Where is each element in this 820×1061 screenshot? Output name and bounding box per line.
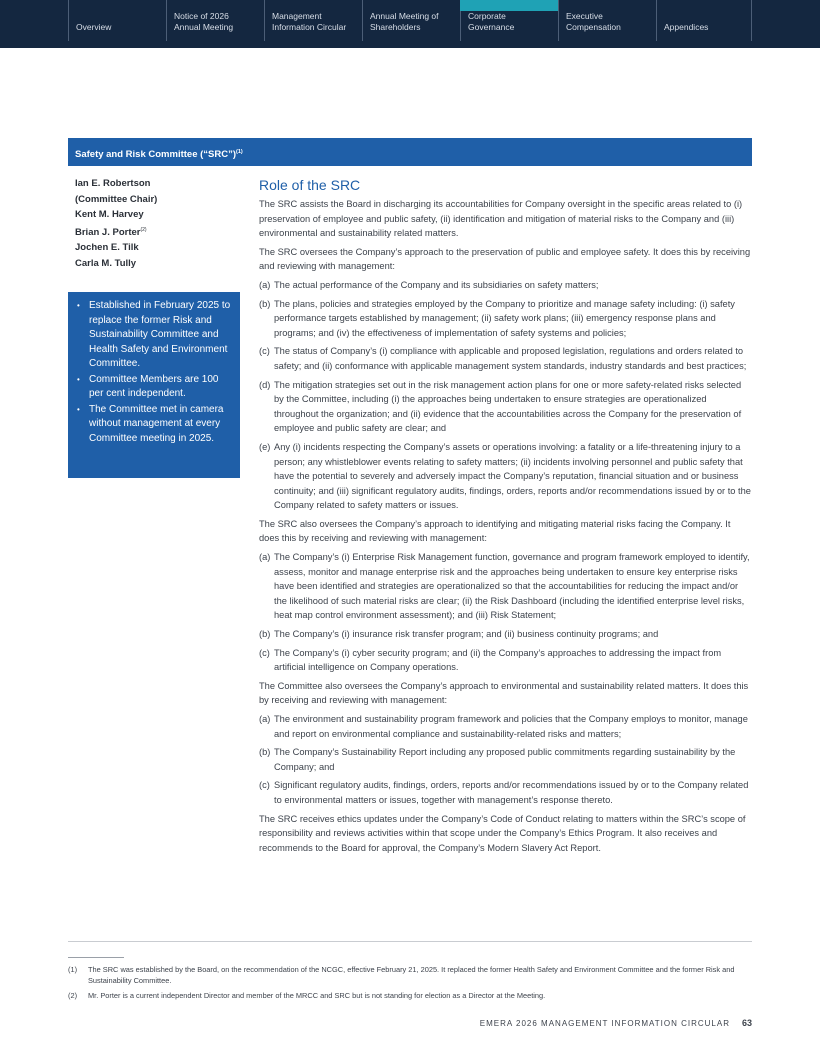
nav-tab-indicator	[264, 0, 362, 11]
content-divider	[68, 941, 752, 942]
role-heading: Role of the SRC	[259, 177, 361, 193]
member-name: Brian J. Porter$^{(2)}$	[75, 226, 147, 238]
footnote: (2) Mr. Porter is a current independent Director and member of the MRCC and SRC but is not standing for election as a Director at the Meeting.	[68, 991, 546, 1000]
nav-tab-label: Overview	[76, 22, 112, 32]
list-item: (c) The Company’s (i) cyber security program; and (ii) the Company’s approaches to addressing the impact from artificial intelligence on Company operations.	[259, 647, 722, 673]
nav-tab-appendices[interactable]	[656, 0, 752, 41]
highlights-box	[68, 292, 240, 478]
section-title: Safety and Risk Committee (“SRC”)	[75, 149, 237, 160]
list-item: (b) The Company’s (i) insurance risk transfer program; and (ii) business continuity programs; and	[259, 629, 659, 640]
highlight-item: • The Committee met in camera without management at every Committee meeting in 2025.	[89, 403, 232, 447]
member-name: Kent M. Harvey	[75, 209, 144, 220]
page-footer	[480, 1018, 752, 1028]
highlight-item: • Committee Members are 100 per cent independent.	[89, 373, 232, 402]
member-name: Jochen E. Tilk	[75, 242, 139, 253]
nav-tab-active-indicator	[460, 0, 558, 11]
nav-tab-label: Notice of 2026 Annual Meeting	[174, 11, 234, 32]
list-item: (c) The status of Company’s (i) compliance with applicable and proposed legislation, regulations and orders related to safety; and (ii) conformance with applicable management system standards, industry standards and best practices;	[259, 346, 747, 371]
environment-intro-paragraph: The Committee also oversees the Company’s approach to environmental and sustainability related matters. It does this by receiving and reviewing with management:	[259, 680, 749, 706]
list-item: (e) Any (i) incidents respecting the Company’s assets or operations involving: a fatality or a life-threatening injury to a person; any whistleblower events relating to safety matters; (ii) incidents involving personnel and public safety that have the potential to severely and adversely impact the Company’s reputation, financial situation and or business continuity; and (iii) significant regulatory audits, findings, orders, reports and/or recommendations issued by or to the Company related to safety matters or issues.	[259, 441, 751, 511]
page-number: 63	[741, 1018, 752, 1028]
nav-tab-executive-compensation[interactable]	[558, 0, 656, 41]
nav-tab-overview[interactable]	[68, 0, 166, 41]
member-footnote-ref: (2)	[140, 226, 147, 233]
nav-tab-indicator	[656, 0, 751, 11]
safety-intro-paragraph: The SRC oversees the Company’s approach to the preservation of public and employee safety. It does this by receiving and reviewing with management:	[259, 246, 751, 272]
nav-tab-management-circular[interactable]	[264, 0, 362, 41]
nav-tab-label: Annual Meeting of Shareholders	[370, 11, 439, 32]
list-item: (c) Significant regulatory audits, findings, orders, reports and/or recommendations issued by or to the Company related to environmental matters or issues, together with management’s response thereto.	[259, 780, 749, 805]
footnote-divider	[68, 957, 124, 958]
nav-tab-indicator	[362, 0, 460, 11]
nav-tab-label: Corporate Governance	[468, 11, 515, 32]
main-content	[259, 175, 753, 859]
nav-tab-notice[interactable]	[166, 0, 264, 41]
highlight-item: • Established in February 2025 to replace the former Risk and Sustainability Committee and Health Safety and Environment Committee.	[89, 299, 232, 372]
list-item: (a) The environment and sustainability program framework and policies that the Company employs to monitor, manage and report on environmental compliance and sustainability-related risks and matters;	[259, 714, 748, 739]
list-item: (b) The Company’s Sustainability Report including any proposed public commitments regarding sustainability by the Company; and	[259, 747, 736, 772]
list-item: (a) The Company’s (i) Enterprise Risk Management function, governance and program framework employed to identify, assess, monitor and manage enterprise risk and the approaches being undertaken to ensure key enterprise risks have been identified and strategies are operationalized so that the accountabilities for reducing the impact and/or the likelihood of such material risks are clear; (ii) the Risk Dashboard (including the identified enterprise level risks, heat map control environment assessment); and (iii) Risk Statement;	[259, 552, 750, 621]
environment-list	[259, 712, 753, 808]
section-title-footnote-ref: (1)	[236, 149, 243, 155]
member-name: Carla M. Tully	[75, 257, 137, 269]
document-title: EMERA 2026 MANAGEMENT INFORMATION CIRCULAR	[479, 1019, 730, 1028]
closing-paragraph: The SRC receives ethics updates under the Company’s Code of Conduct relating to matters within the SRC’s scope of responsibility and reviews activities within that scope under the Company’s Ethics Program. It also receives and recommends to the Board for approval, the Company’s Modern Slavery Act Report.	[259, 813, 746, 853]
footnotes	[68, 964, 752, 1005]
footnote: (1) The SRC was established by the Board, on the recommendation of the NCGC, effective February 21, 2025. It replaced the former Health Safety and Environment Committee and the former Risk and Sustainability Committee.	[68, 965, 735, 985]
risk-intro-paragraph: The SRC also oversees the Company’s approach to identifying and mitigating material risks facing the Company. It does this by receiving and reviewing with management:	[259, 518, 731, 544]
nav-tab-indicator	[558, 0, 656, 11]
risk-list	[259, 550, 753, 675]
member-role: (Committee Chair)	[75, 193, 158, 205]
list-item: (a) The actual performance of the Company and its subsidiaries on safety matters;	[259, 279, 599, 290]
nav-tab-label: Appendices	[664, 22, 709, 32]
nav-tab-label: Management Information Circular	[272, 11, 347, 32]
member-name: Ian E. Robertson	[75, 178, 151, 189]
nav-tab-label: Executive Compensation	[566, 11, 621, 32]
nav-tab-indicator	[166, 0, 264, 11]
highlights-list	[68, 292, 240, 446]
nav-tab-corporate-governance[interactable]	[460, 0, 558, 41]
intro-paragraph: The SRC assists the Board in discharging its accountabilities for Company oversight in the specific areas related to (i) preservation of employee and public safety, (ii) identification and mitigation of material risks to the Company and (iii) environmental and sustainability related matters.	[259, 199, 743, 239]
section-header	[68, 138, 752, 166]
list-item: (d) The mitigation strategies set out in the risk management action plans for one or more safety-related risks selected by the Committee, including (i) the approaches being undertaken to ensure strategies are operationalized throughout the organization; and (ii) evidence that the accountabilities across the Company for the preservation of employee and public safety are clear; and	[259, 379, 742, 434]
top-navigation	[0, 0, 820, 48]
committee-members	[75, 176, 245, 271]
nav-tab-annual-meeting[interactable]	[362, 0, 460, 41]
nav-tab-indicator	[68, 0, 166, 11]
list-item: (b) The plans, policies and strategies employed by the Company to prioritize and manage safety including: (i) safety performance targets established by management; (ii) safety work plans; (iii) emergency response plans and programs; and (iv) the effectiveness of implementation of safety systems and policies;	[259, 298, 735, 338]
safety-list	[259, 278, 753, 513]
